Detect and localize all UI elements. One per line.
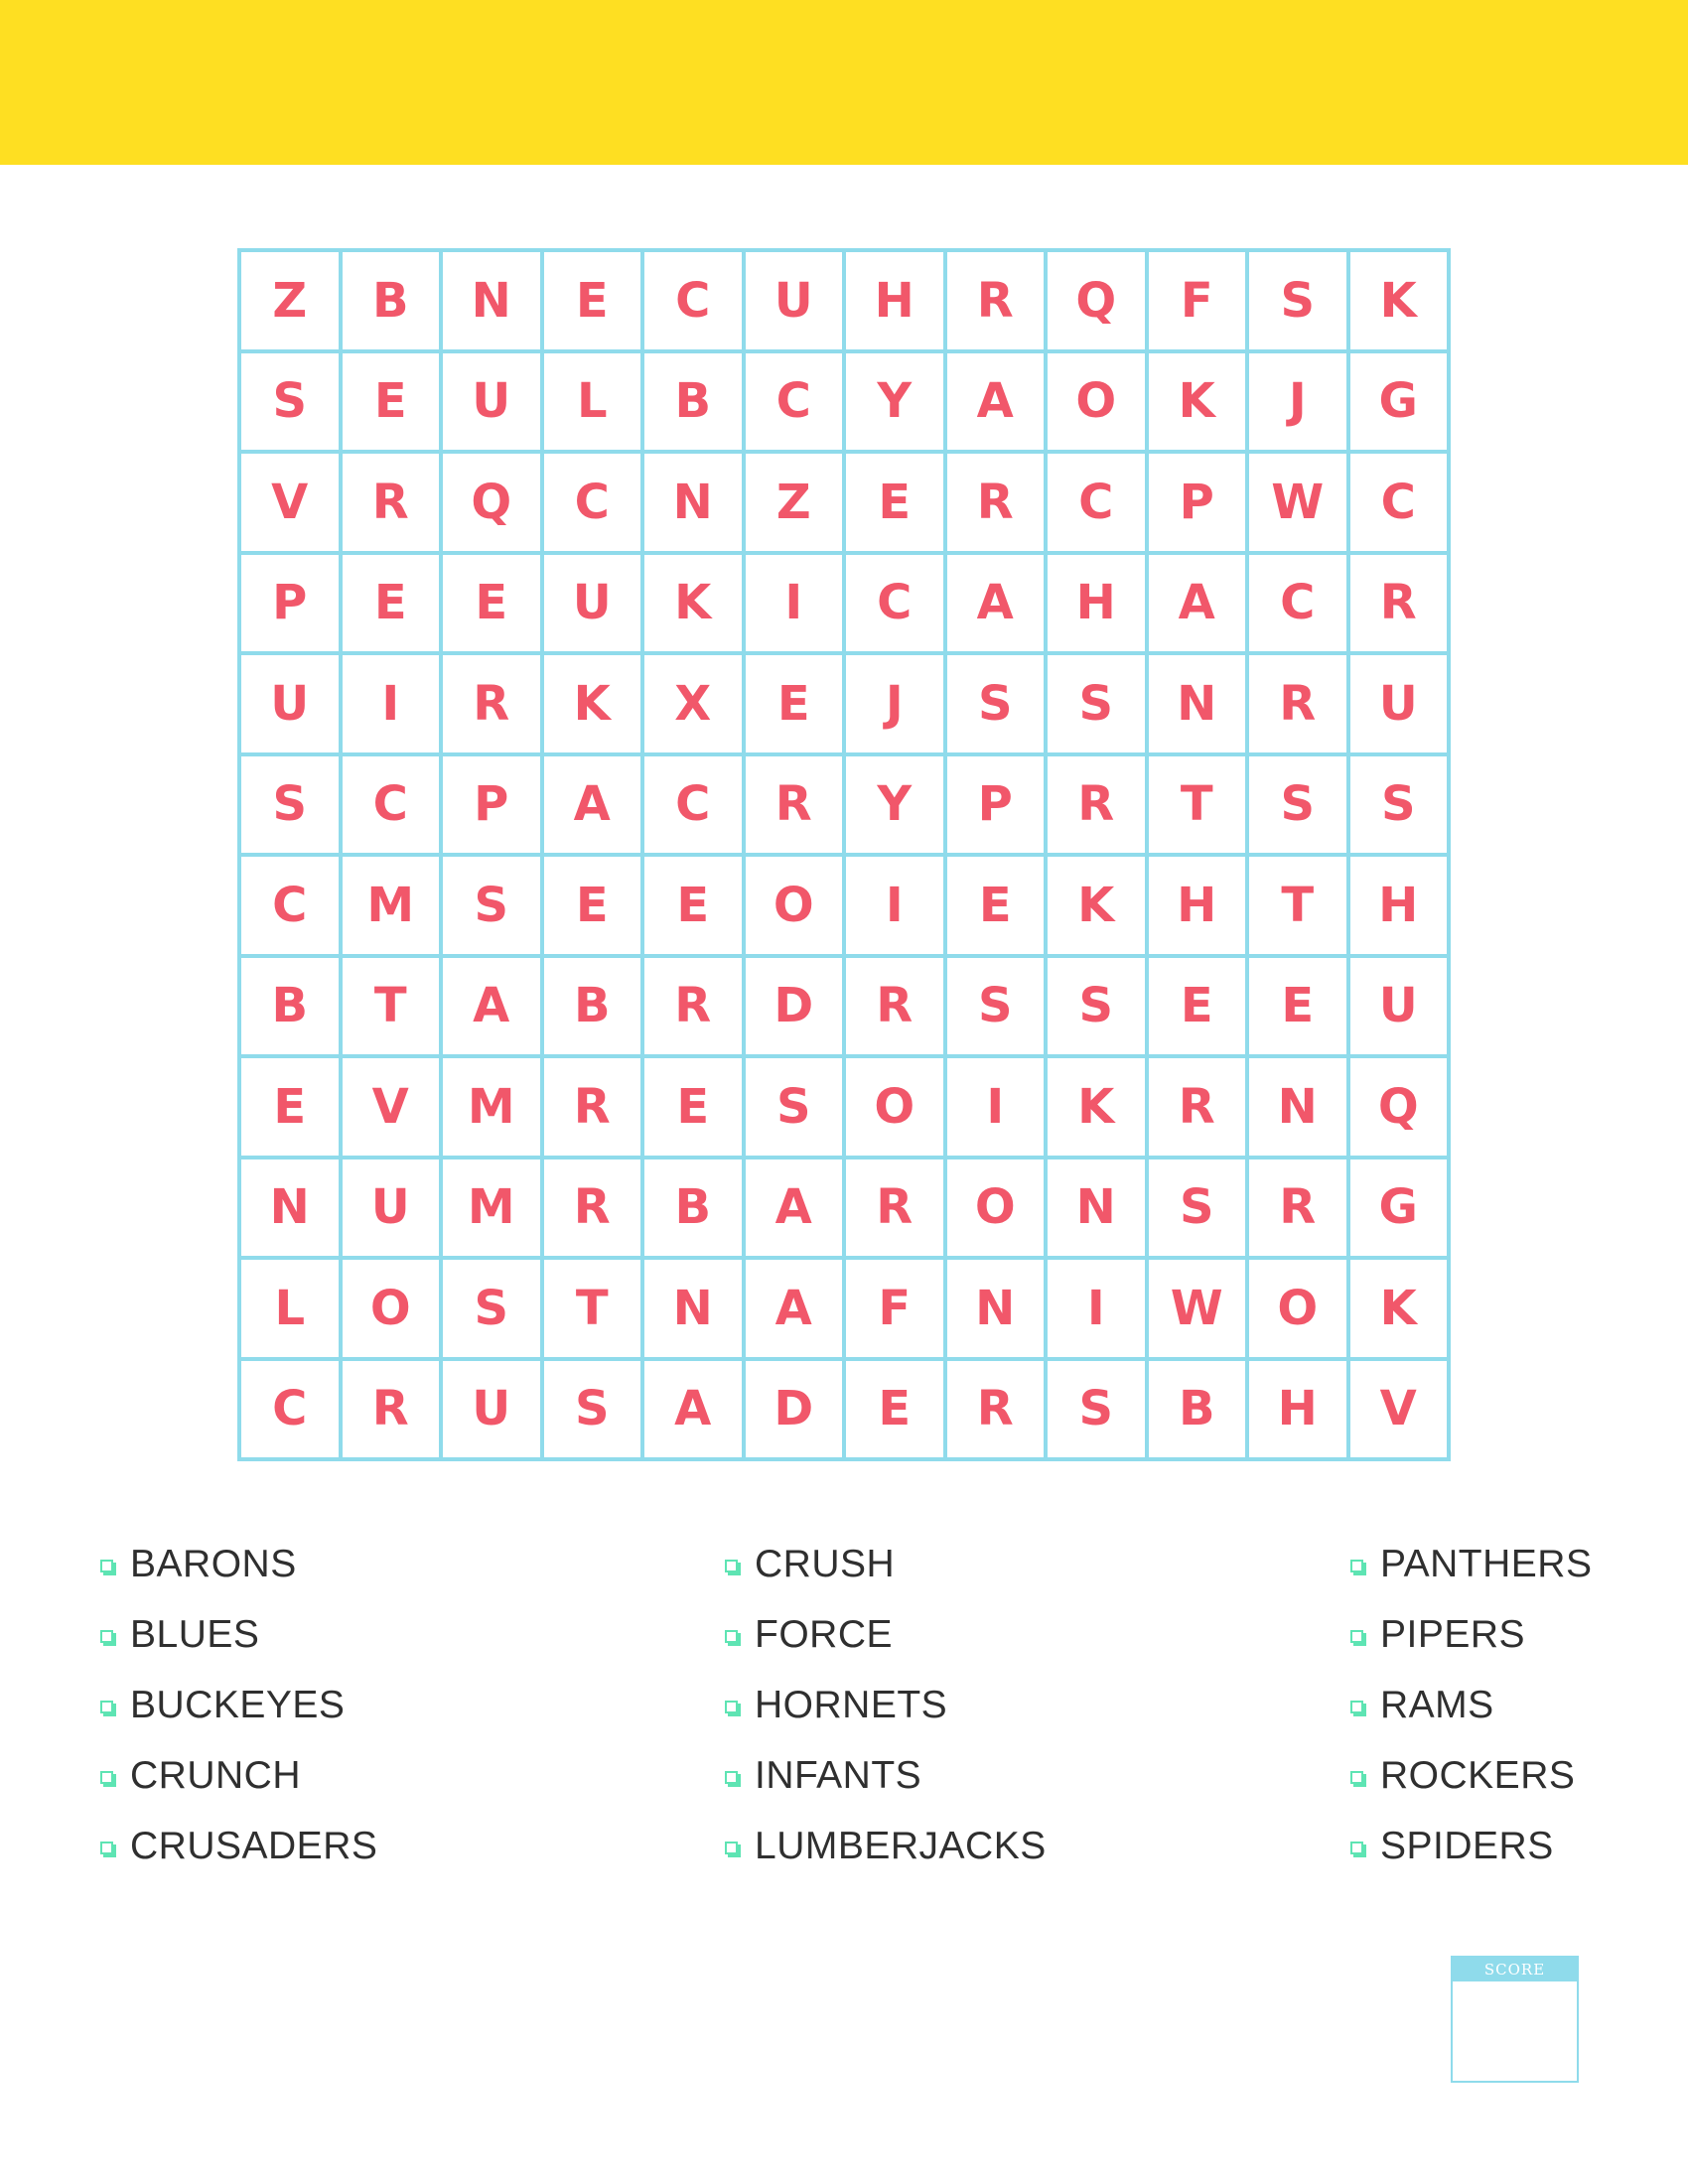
checkbox-icon[interactable] — [1350, 1771, 1363, 1784]
word-label: ROCKERS — [1380, 1753, 1576, 1797]
grid-cell[interactable]: W — [1147, 1258, 1248, 1359]
grid-cell[interactable]: R — [542, 1056, 643, 1158]
grid-cell[interactable]: E — [239, 1056, 341, 1158]
grid-cell[interactable]: R — [441, 653, 542, 754]
grid-cell[interactable]: R — [744, 754, 845, 856]
grid-cell[interactable]: S — [542, 1359, 643, 1460]
grid-cell[interactable]: L — [239, 1258, 341, 1359]
grid-cell[interactable]: R — [1247, 653, 1348, 754]
grid-cell[interactable]: S — [441, 855, 542, 956]
word-list-item[interactable] — [725, 1811, 1047, 1881]
grid-cell[interactable]: E — [945, 855, 1047, 956]
grid-cell[interactable]: O — [1247, 1258, 1348, 1359]
grid-cell[interactable]: S — [945, 956, 1047, 1057]
grid-cell[interactable]: J — [1247, 351, 1348, 453]
grid-cell[interactable]: A — [744, 1158, 845, 1259]
word-label: INFANTS — [755, 1753, 922, 1797]
grid-cell[interactable]: N — [441, 250, 542, 351]
grid-cell[interactable]: R — [542, 1158, 643, 1259]
grid-cell[interactable]: V — [239, 452, 341, 553]
grid-cell[interactable]: Y — [844, 754, 945, 856]
checkbox-icon[interactable] — [725, 1701, 738, 1713]
grid-cell[interactable]: S — [1046, 653, 1147, 754]
grid-cell[interactable]: S — [1046, 956, 1147, 1057]
grid-cell[interactable]: R — [945, 1359, 1047, 1460]
grid-cell[interactable]: O — [844, 1056, 945, 1158]
grid-cell[interactable]: F — [1147, 250, 1248, 351]
grid-cell[interactable]: H — [1046, 553, 1147, 654]
checkbox-icon[interactable] — [1350, 1630, 1363, 1643]
grid-cell[interactable]: U — [1348, 653, 1450, 754]
grid-cell[interactable]: V — [1348, 1359, 1450, 1460]
grid-cell[interactable]: Z — [744, 452, 845, 553]
grid-cell[interactable]: E — [844, 1359, 945, 1460]
grid-cell[interactable]: S — [1247, 250, 1348, 351]
grid-cell[interactable]: B — [642, 1158, 744, 1259]
word-label: BLUES — [130, 1612, 260, 1656]
grid-cell[interactable]: C — [642, 250, 744, 351]
grid-cell[interactable]: R — [945, 452, 1047, 553]
word-list-column-3 — [1350, 1529, 1592, 1881]
word-list-item[interactable] — [100, 1670, 377, 1740]
grid-cell[interactable]: P — [945, 754, 1047, 856]
grid-cell[interactable]: X — [642, 653, 744, 754]
grid-cell[interactable]: G — [1348, 351, 1450, 453]
grid-cell[interactable]: R — [945, 250, 1047, 351]
grid-cell[interactable]: C — [239, 1359, 341, 1460]
grid-cell[interactable]: A — [945, 553, 1047, 654]
grid-cell[interactable]: P — [1147, 452, 1248, 553]
word-label: BARONS — [130, 1542, 297, 1585]
grid-cell[interactable]: U — [441, 1359, 542, 1460]
grid-cell[interactable]: R — [1147, 1056, 1248, 1158]
checkbox-icon[interactable] — [725, 1771, 738, 1784]
grid-cell[interactable]: C — [542, 452, 643, 553]
word-label: CRUNCH — [130, 1753, 301, 1797]
grid-cell[interactable]: L — [542, 351, 643, 453]
grid-cell[interactable]: B — [642, 351, 744, 453]
grid-cell[interactable]: N — [1147, 653, 1248, 754]
grid-cell[interactable]: P — [441, 754, 542, 856]
grid-cell[interactable]: S — [239, 754, 341, 856]
grid-cell[interactable]: N — [642, 1258, 744, 1359]
grid-cell[interactable]: S — [1147, 1158, 1248, 1259]
grid-cell[interactable]: Q — [441, 452, 542, 553]
grid-cell[interactable]: E — [341, 553, 442, 654]
word-label: BUCKEYES — [130, 1683, 346, 1726]
word-label: FORCE — [755, 1612, 893, 1656]
grid-cell[interactable]: K — [1348, 250, 1450, 351]
grid-cell[interactable]: K — [542, 653, 643, 754]
checkbox-icon[interactable] — [1350, 1701, 1363, 1713]
grid-cell[interactable]: C — [1046, 452, 1147, 553]
checkbox-icon[interactable] — [725, 1560, 738, 1572]
word-list-column-1 — [100, 1529, 377, 1881]
grid-cell[interactable]: C — [642, 754, 744, 856]
checkbox-icon[interactable] — [1350, 1842, 1363, 1854]
grid-cell[interactable]: U — [239, 653, 341, 754]
grid-cell[interactable]: O — [1046, 351, 1147, 453]
grid-cell[interactable]: U — [542, 553, 643, 654]
word-list-item[interactable] — [100, 1740, 377, 1811]
grid-cell[interactable]: S — [1348, 754, 1450, 856]
word-list-item[interactable] — [100, 1529, 377, 1599]
checkbox-icon[interactable] — [100, 1630, 113, 1643]
word-label: LUMBERJACKS — [755, 1824, 1047, 1867]
grid-cell[interactable]: K — [642, 553, 744, 654]
word-label: PIPERS — [1380, 1612, 1526, 1656]
grid-cell[interactable]: U — [341, 1158, 442, 1259]
grid-cell[interactable]: A — [642, 1359, 744, 1460]
grid-cell[interactable]: U — [441, 351, 542, 453]
word-list-item[interactable] — [1350, 1811, 1592, 1881]
grid-cell[interactable]: C — [1348, 452, 1450, 553]
word-list-item[interactable] — [1350, 1529, 1592, 1599]
grid-cell[interactable]: R — [844, 1158, 945, 1259]
score-label: SCORE — [1453, 1958, 1577, 1981]
grid-cell[interactable]: E — [341, 351, 442, 453]
grid-cell[interactable]: S — [441, 1258, 542, 1359]
grid-cell[interactable]: R — [341, 452, 442, 553]
grid-cell[interactable]: I — [744, 553, 845, 654]
grid-cell[interactable]: B — [341, 250, 442, 351]
grid-cell[interactable]: S — [945, 653, 1047, 754]
grid-cell[interactable]: S — [1247, 754, 1348, 856]
grid-cell[interactable]: M — [441, 1158, 542, 1259]
word-label: HORNETS — [755, 1683, 948, 1726]
grid-cell[interactable]: M — [341, 855, 442, 956]
word-search-grid — [237, 248, 1451, 1461]
grid-cell[interactable]: N — [642, 452, 744, 553]
checkbox-icon[interactable] — [1350, 1560, 1363, 1572]
grid-cell[interactable]: A — [744, 1258, 845, 1359]
grid-cell[interactable]: K — [1046, 855, 1147, 956]
grid-cell[interactable]: D — [744, 956, 845, 1057]
grid-cell[interactable]: K — [1348, 1258, 1450, 1359]
grid-cell[interactable]: E — [1247, 956, 1348, 1057]
checkbox-icon[interactable] — [100, 1560, 113, 1572]
grid-cell[interactable]: C — [744, 351, 845, 453]
grid-cell[interactable]: R — [341, 1359, 442, 1460]
checkbox-icon[interactable] — [100, 1771, 113, 1784]
grid-cell[interactable]: E — [1147, 956, 1248, 1057]
checkbox-icon[interactable] — [100, 1842, 113, 1854]
grid-cell[interactable]: E — [441, 553, 542, 654]
grid-cell[interactable]: I — [844, 855, 945, 956]
word-list-item[interactable] — [1350, 1599, 1592, 1670]
grid-cell[interactable]: D — [744, 1359, 845, 1460]
word-list-item[interactable] — [725, 1740, 1047, 1811]
grid-cell[interactable]: B — [542, 956, 643, 1057]
word-label: PANTHERS — [1380, 1542, 1593, 1585]
grid-cell[interactable]: O — [341, 1258, 442, 1359]
checkbox-icon[interactable] — [725, 1630, 738, 1643]
grid-cell[interactable]: T — [1147, 754, 1248, 856]
score-box[interactable] — [1451, 1956, 1579, 2083]
grid-cell[interactable]: A — [945, 351, 1047, 453]
grid-cell[interactable]: C — [1247, 553, 1348, 654]
grid-cell[interactable]: E — [542, 855, 643, 956]
word-label: RAMS — [1380, 1683, 1494, 1726]
grid-cell[interactable]: I — [341, 653, 442, 754]
word-list-item[interactable] — [725, 1529, 1047, 1599]
grid-cell[interactable]: T — [341, 956, 442, 1057]
grid-cell[interactable]: H — [1348, 855, 1450, 956]
grid-cell[interactable]: I — [1046, 1258, 1147, 1359]
grid-cell[interactable]: K — [1046, 1056, 1147, 1158]
grid-cell[interactable]: S — [1046, 1359, 1147, 1460]
word-list-item[interactable] — [725, 1599, 1047, 1670]
word-list-item[interactable] — [100, 1811, 377, 1881]
word-list-column-2 — [725, 1529, 1047, 1881]
grid-cell[interactable]: O — [744, 855, 845, 956]
grid-cell[interactable]: R — [1247, 1158, 1348, 1259]
grid-cell[interactable]: T — [542, 1258, 643, 1359]
grid-cell[interactable]: O — [945, 1158, 1047, 1259]
checkbox-icon[interactable] — [100, 1701, 113, 1713]
word-label: CRUSADERS — [130, 1824, 378, 1867]
grid-cell[interactable]: N — [1247, 1056, 1348, 1158]
grid-cell[interactable]: N — [1046, 1158, 1147, 1259]
word-list-item[interactable] — [100, 1599, 377, 1670]
grid-cell[interactable]: A — [441, 956, 542, 1057]
grid-cell[interactable]: W — [1247, 452, 1348, 553]
grid-cell[interactable]: R — [844, 956, 945, 1057]
word-label: SPIDERS — [1380, 1824, 1554, 1867]
grid-cell[interactable]: F — [844, 1258, 945, 1359]
grid-cell[interactable]: U — [1348, 956, 1450, 1057]
grid-cell[interactable]: A — [542, 754, 643, 856]
grid-cell[interactable]: B — [239, 956, 341, 1057]
grid-cell[interactable]: S — [744, 1056, 845, 1158]
grid-cell[interactable]: C — [239, 855, 341, 956]
grid-cell[interactable]: I — [945, 1056, 1047, 1158]
grid-cell[interactable]: M — [441, 1056, 542, 1158]
grid-cell[interactable]: R — [1046, 754, 1147, 856]
grid-cell[interactable]: J — [844, 653, 945, 754]
top-banner — [0, 0, 1688, 165]
grid-cell[interactable]: N — [945, 1258, 1047, 1359]
grid-cell[interactable]: K — [1147, 351, 1248, 453]
word-list-item[interactable] — [725, 1670, 1047, 1740]
word-list-item[interactable] — [1350, 1670, 1592, 1740]
grid-cell[interactable]: E — [844, 452, 945, 553]
grid-cell[interactable]: V — [341, 1056, 442, 1158]
grid-cell[interactable]: E — [642, 855, 744, 956]
grid-cell[interactable]: G — [1348, 1158, 1450, 1259]
grid-cell[interactable]: A — [1147, 553, 1248, 654]
grid-cell[interactable]: Z — [239, 250, 341, 351]
grid-cell[interactable]: E — [642, 1056, 744, 1158]
grid-cell[interactable]: B — [1147, 1359, 1248, 1460]
grid-cell[interactable]: S — [239, 351, 341, 453]
grid-cell[interactable]: C — [341, 754, 442, 856]
grid-cell[interactable]: R — [642, 956, 744, 1057]
word-label: CRUSH — [755, 1542, 896, 1585]
grid-cell[interactable]: E — [744, 653, 845, 754]
grid-cell[interactable]: R — [1348, 553, 1450, 654]
grid-cell[interactable]: H — [844, 250, 945, 351]
checkbox-icon[interactable] — [725, 1842, 738, 1854]
grid-cell[interactable]: C — [844, 553, 945, 654]
grid-cell[interactable]: P — [239, 553, 341, 654]
grid-cell[interactable]: Y — [844, 351, 945, 453]
grid-cell[interactable]: T — [1247, 855, 1348, 956]
word-list-item[interactable] — [1350, 1740, 1592, 1811]
grid-cell[interactable]: Q — [1046, 250, 1147, 351]
grid-cell[interactable]: Q — [1348, 1056, 1450, 1158]
grid-cell[interactable]: H — [1147, 855, 1248, 956]
grid-cell[interactable]: U — [744, 250, 845, 351]
grid-cell[interactable]: H — [1247, 1359, 1348, 1460]
grid-cell[interactable]: N — [239, 1158, 341, 1259]
grid-cell[interactable]: E — [542, 250, 643, 351]
